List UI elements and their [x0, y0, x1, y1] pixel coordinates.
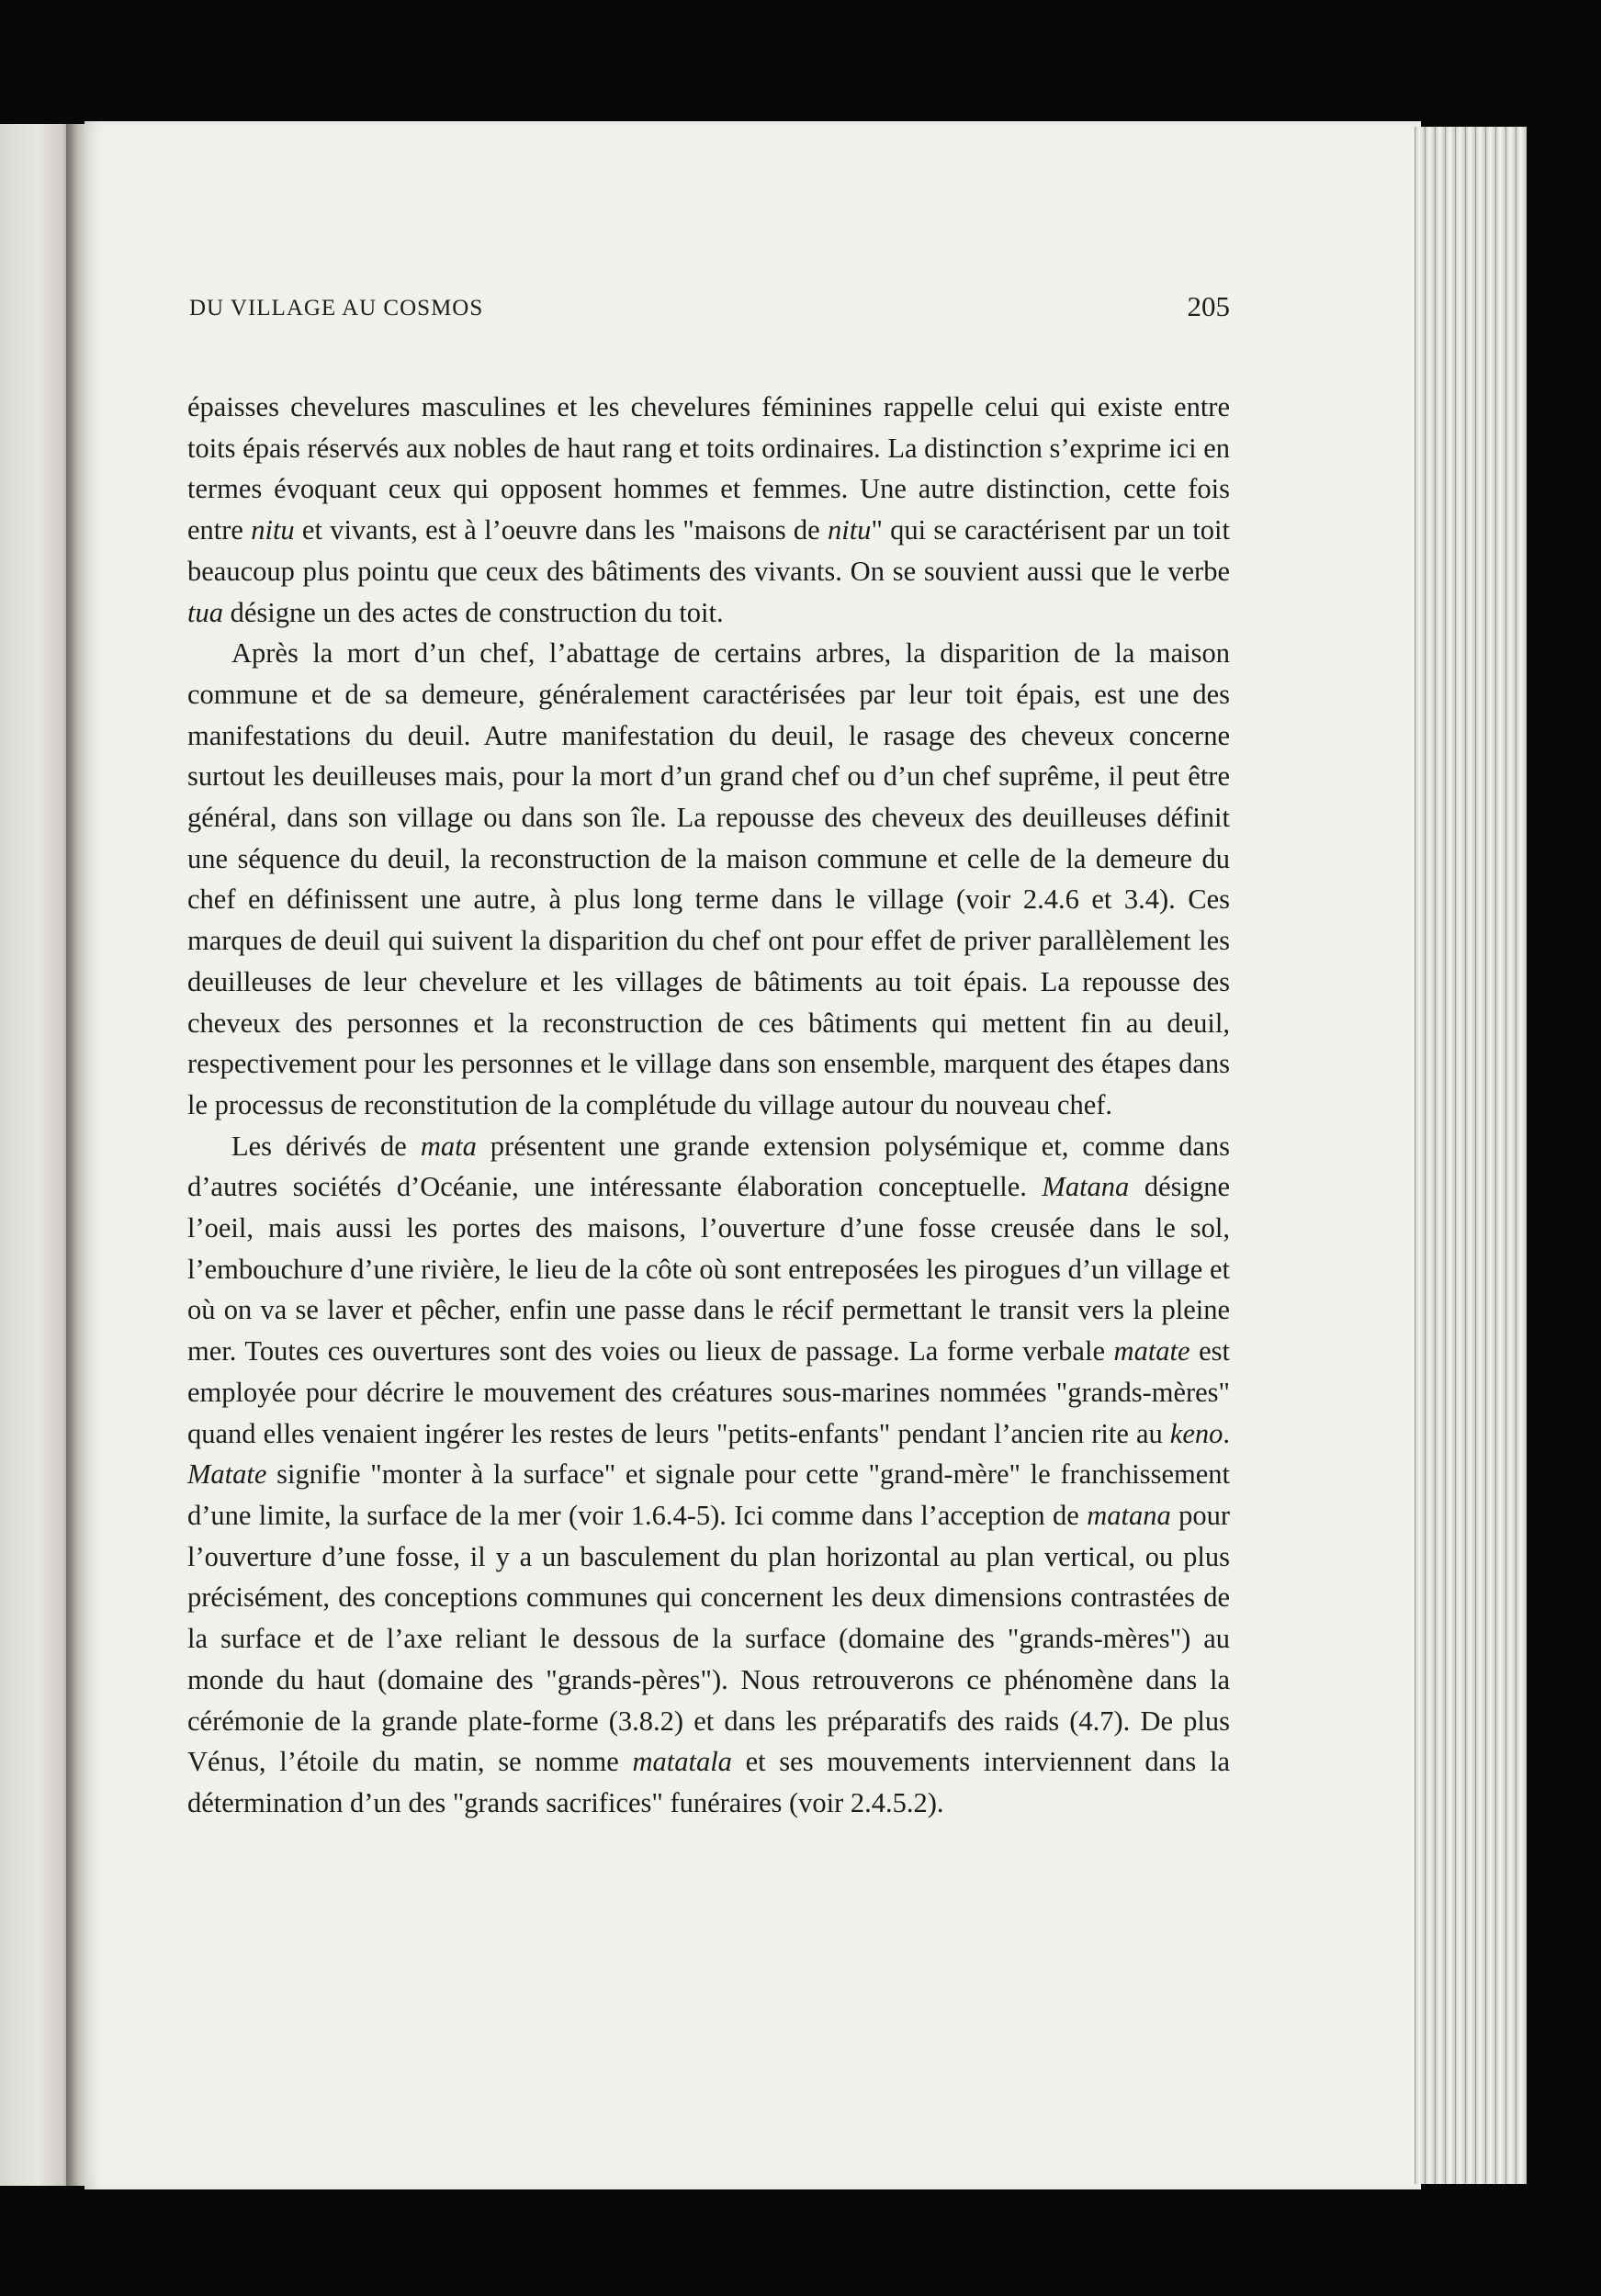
text-run: présentent une grande extension polysémique et, comme dans d’autres sociétés d’Océanie, une intéressante élaboration conceptuelle.: [187, 1130, 1230, 1203]
facing-page-edge: [0, 124, 73, 2186]
text-run: désigne l’oeil, mais aussi les portes des maisons, l’ouverture d’une fosse creusée dans le sol, l’embouchure d’une rivière, le lieu de la côte où sont entreposées les pirogues d’un village et où on va se laver et pêcher, enfin une passe dans le récif permettant le transit vers la pleine mer. Toutes ces ouvertures sont des voies ou lieux de passage. La forme verbale: [187, 1171, 1231, 1367]
page-edge: [1516, 127, 1527, 2184]
text-run: et vivants, est à l’oeuvre dans les "maisons de: [294, 514, 828, 546]
italic-term: matana: [1087, 1499, 1171, 1531]
italic-term: tua: [187, 596, 223, 628]
page-number: 205: [1187, 290, 1230, 322]
italic-term: Matate: [187, 1458, 267, 1491]
italic-term: mata: [420, 1130, 477, 1162]
page-block-edges: [1415, 127, 1534, 2184]
text-run: " qui se caractérisent par un toit beaucoup plus pointu que ceux des bâtiments des vivants. On se souvient aussi que le verbe: [187, 514, 1230, 587]
text-run: désigne un des actes de construction du toit.: [222, 596, 724, 628]
paragraph: [187, 1126, 1230, 1824]
text-run: signifie "monter à la surface" et signale pour cette "grand-mère" le franchissement d’une limite, la surface de la mer (voir 1.6.4-5). Ici comme dans l’acception de: [187, 1458, 1230, 1531]
paragraph: [187, 387, 1230, 633]
text-run: et ses mouvements interviennent dans la détermination d’un des "grands sacrifices" funéraires (voir 2.4.5.2).: [187, 1746, 1230, 1818]
page-header: [189, 290, 1230, 332]
text-run: est employée pour décrire le mouvement des créatures sous-marines nommées "grands-mères" quand elles venaient ingérer les restes de leurs "petits-enfants" pendant l’ancien rite au: [187, 1335, 1231, 1449]
paragraph: [187, 633, 1230, 1125]
italic-term: nitu: [827, 514, 872, 546]
italic-term: matate: [1113, 1335, 1190, 1367]
italic-term: matatala: [632, 1746, 732, 1778]
text-run: pour l’ouverture d’une fosse, il y a un basculement du plan horizontal au plan vertical, ou plus précisément, des conceptions communes qui concernent les deux dimensions contrastées de la surface et de l’axe reliant le dessous de la surface (domaine des "grands-mères") au monde du haut (domaine des "grands-pères"). Nous retrouverons ce phénomène dans la cérémonie de la grande plate-forme (3.8.2) et dans les préparatifs des raids (4.7). De plus Vénus, l’étoile du matin, se nomme: [187, 1499, 1230, 1778]
text-run: .: [1223, 1417, 1230, 1449]
text-run: Après la mort d’un chef, l’abattage de certains arbres, la disparition de la maison commune et de sa demeure, généralement caractérisées par leur toit épais, est une des manifestations du deuil. Autre manifestation du deuil, le rasage des cheveux concerne surtout les deuilleuses mais, pour la mort d’un grand chef ou d’un chef suprême, il peut être général, dans son village ou dans son île. La repousse des cheveux des deuilleuses définit une séquence du deuil, la reconstruction de la maison commune et celle de la demeure du chef en définissent une autre, à plus long terme dans le village (voir 2.4.6 et 3.4). Ces marques de deuil qui suivent la disparition du chef ont pour effet de priver parallèlement les deuilleuses de leur chevelure et les villages de bâtiments au toit épais. La repousse des cheveux des personnes et la reconstruction de ces bâtiments qui mettent fin au deuil, respectivement pour les personnes et le village dans son ensemble, marquent des étapes dans le processus de reconstitution de la complétude du village autour du nouveau chef.: [187, 637, 1230, 1120]
text-run: Les dérivés de: [231, 1130, 421, 1162]
text-run: épaisses chevelures masculines et les chevelures féminines rappelle celui qui existe entre toits épais réservés aux nobles de haut rang et toits ordinaires. La distinction s’exprime ici en termes évoquant ceux qui opposent hommes et femmes. Une autre distinction, cette fois entre: [187, 391, 1230, 546]
italic-term: Matana: [1042, 1171, 1130, 1203]
italic-term: nitu: [251, 514, 295, 546]
italic-term: keno: [1169, 1417, 1223, 1449]
running-title: DU VILLAGE AU COSMOS: [189, 296, 484, 321]
body-text: [187, 387, 1230, 1824]
